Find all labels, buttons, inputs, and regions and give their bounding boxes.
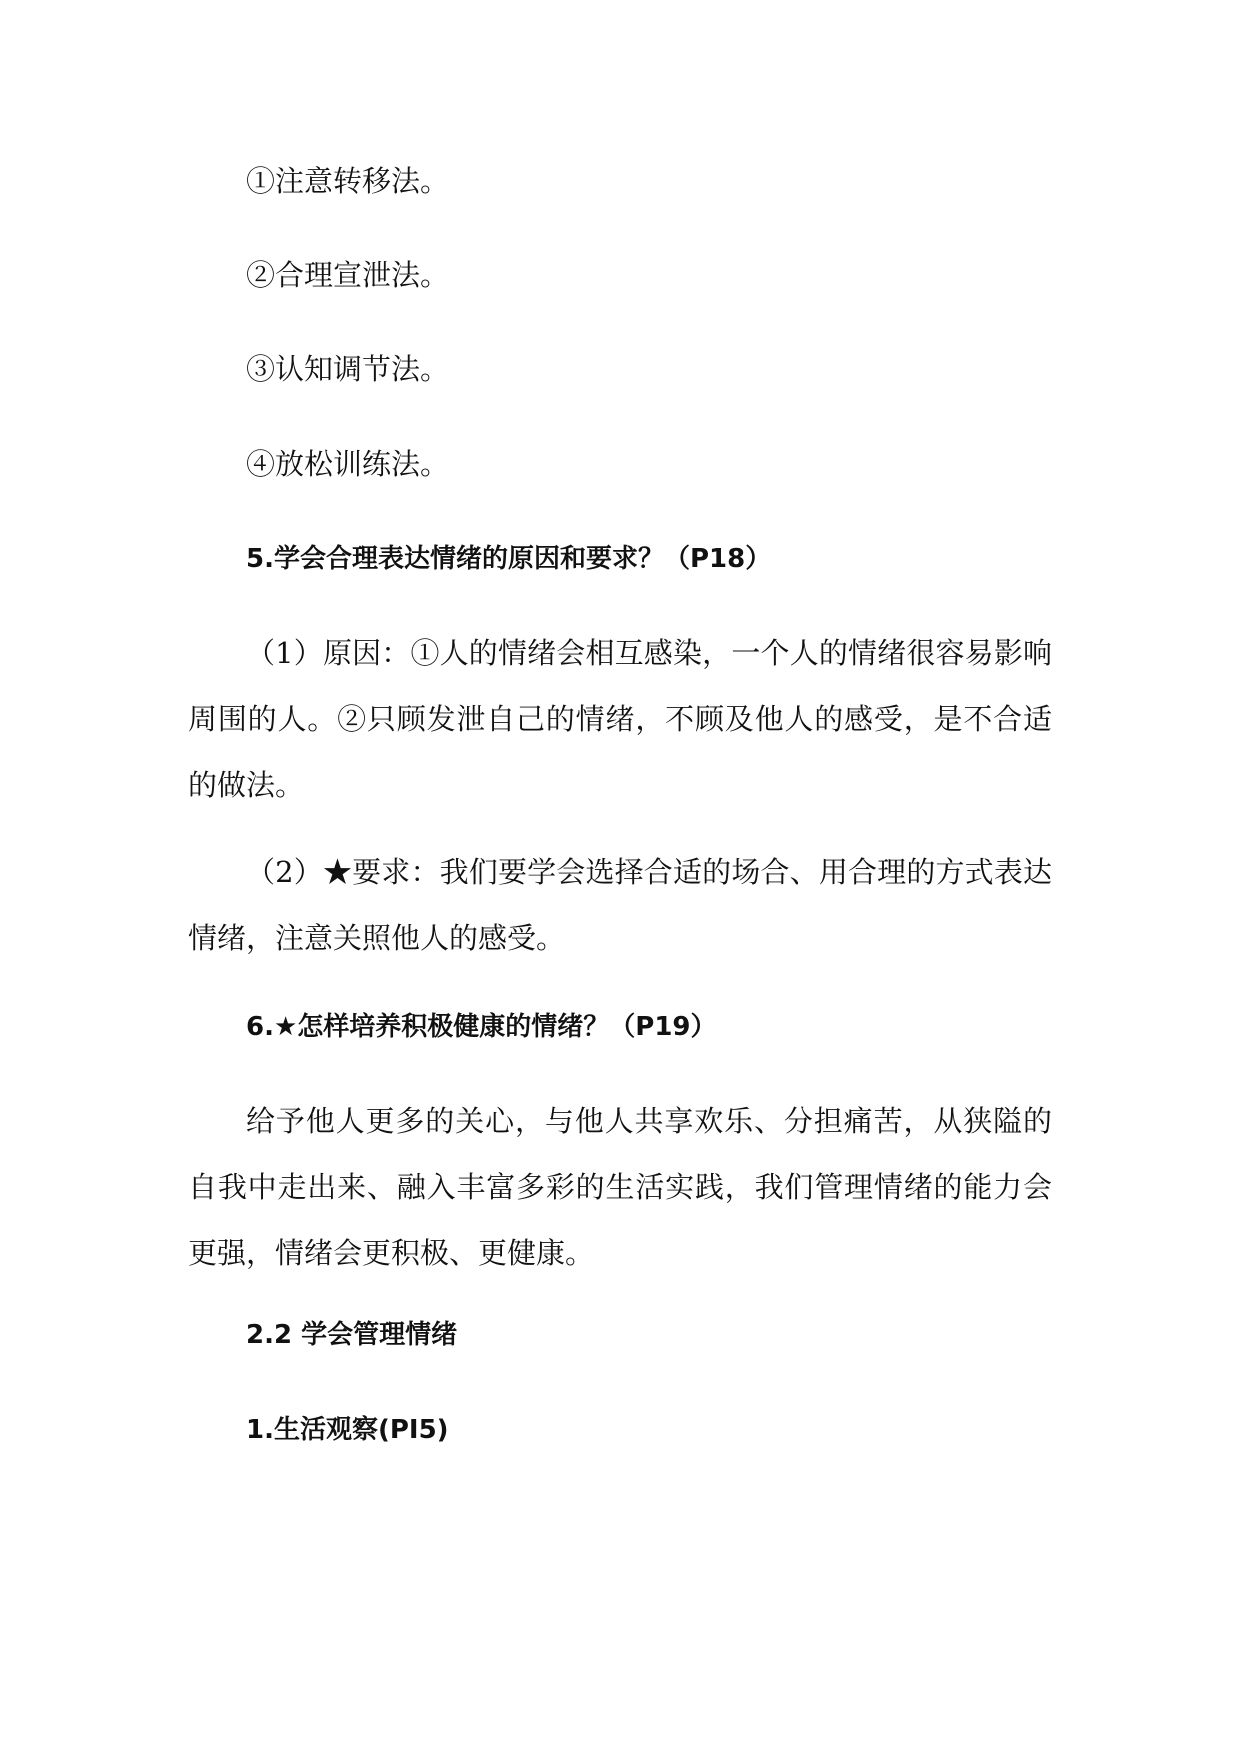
section-title: 2.2 学会管理情绪: [246, 1320, 458, 1350]
method-relaxation: ④放松训练法。: [246, 447, 450, 481]
method-venting: ②合理宣泄法。: [246, 258, 450, 292]
q5-reason-paragraph: （1）原因：①人的情绪会相互感染，一个人的情绪很容易影响周围的人。②只顾发泄自己的情绪，不顾及他人的感受，是不合适的做法。: [188, 636, 1052, 802]
q5-requirement-paragraph: （2）★要求：我们要学会选择合适的场合、用合理的方式表达情绪，注意关照他人的感受。: [188, 855, 1052, 955]
q6-heading: 6.★怎样培养积极健康的情绪？（P19）: [246, 1012, 717, 1042]
q6-answer-paragraph: 给予他人更多的关心，与他人共享欢乐、分担痛苦，从狭隘的自我中走出来、融入丰富多彩的生活实践，我们管理情绪的能力会更强，情绪会更积极、更健康。: [188, 1104, 1052, 1270]
method-attention-shift: ①注意转移法。: [246, 164, 450, 198]
method-cognitive: ③认知调节法。: [246, 352, 450, 386]
q5-heading: 5.学会合理表达情绪的原因和要求？（P18）: [246, 544, 772, 574]
section-item-heading: 1.生活观察(PI5): [246, 1415, 449, 1445]
